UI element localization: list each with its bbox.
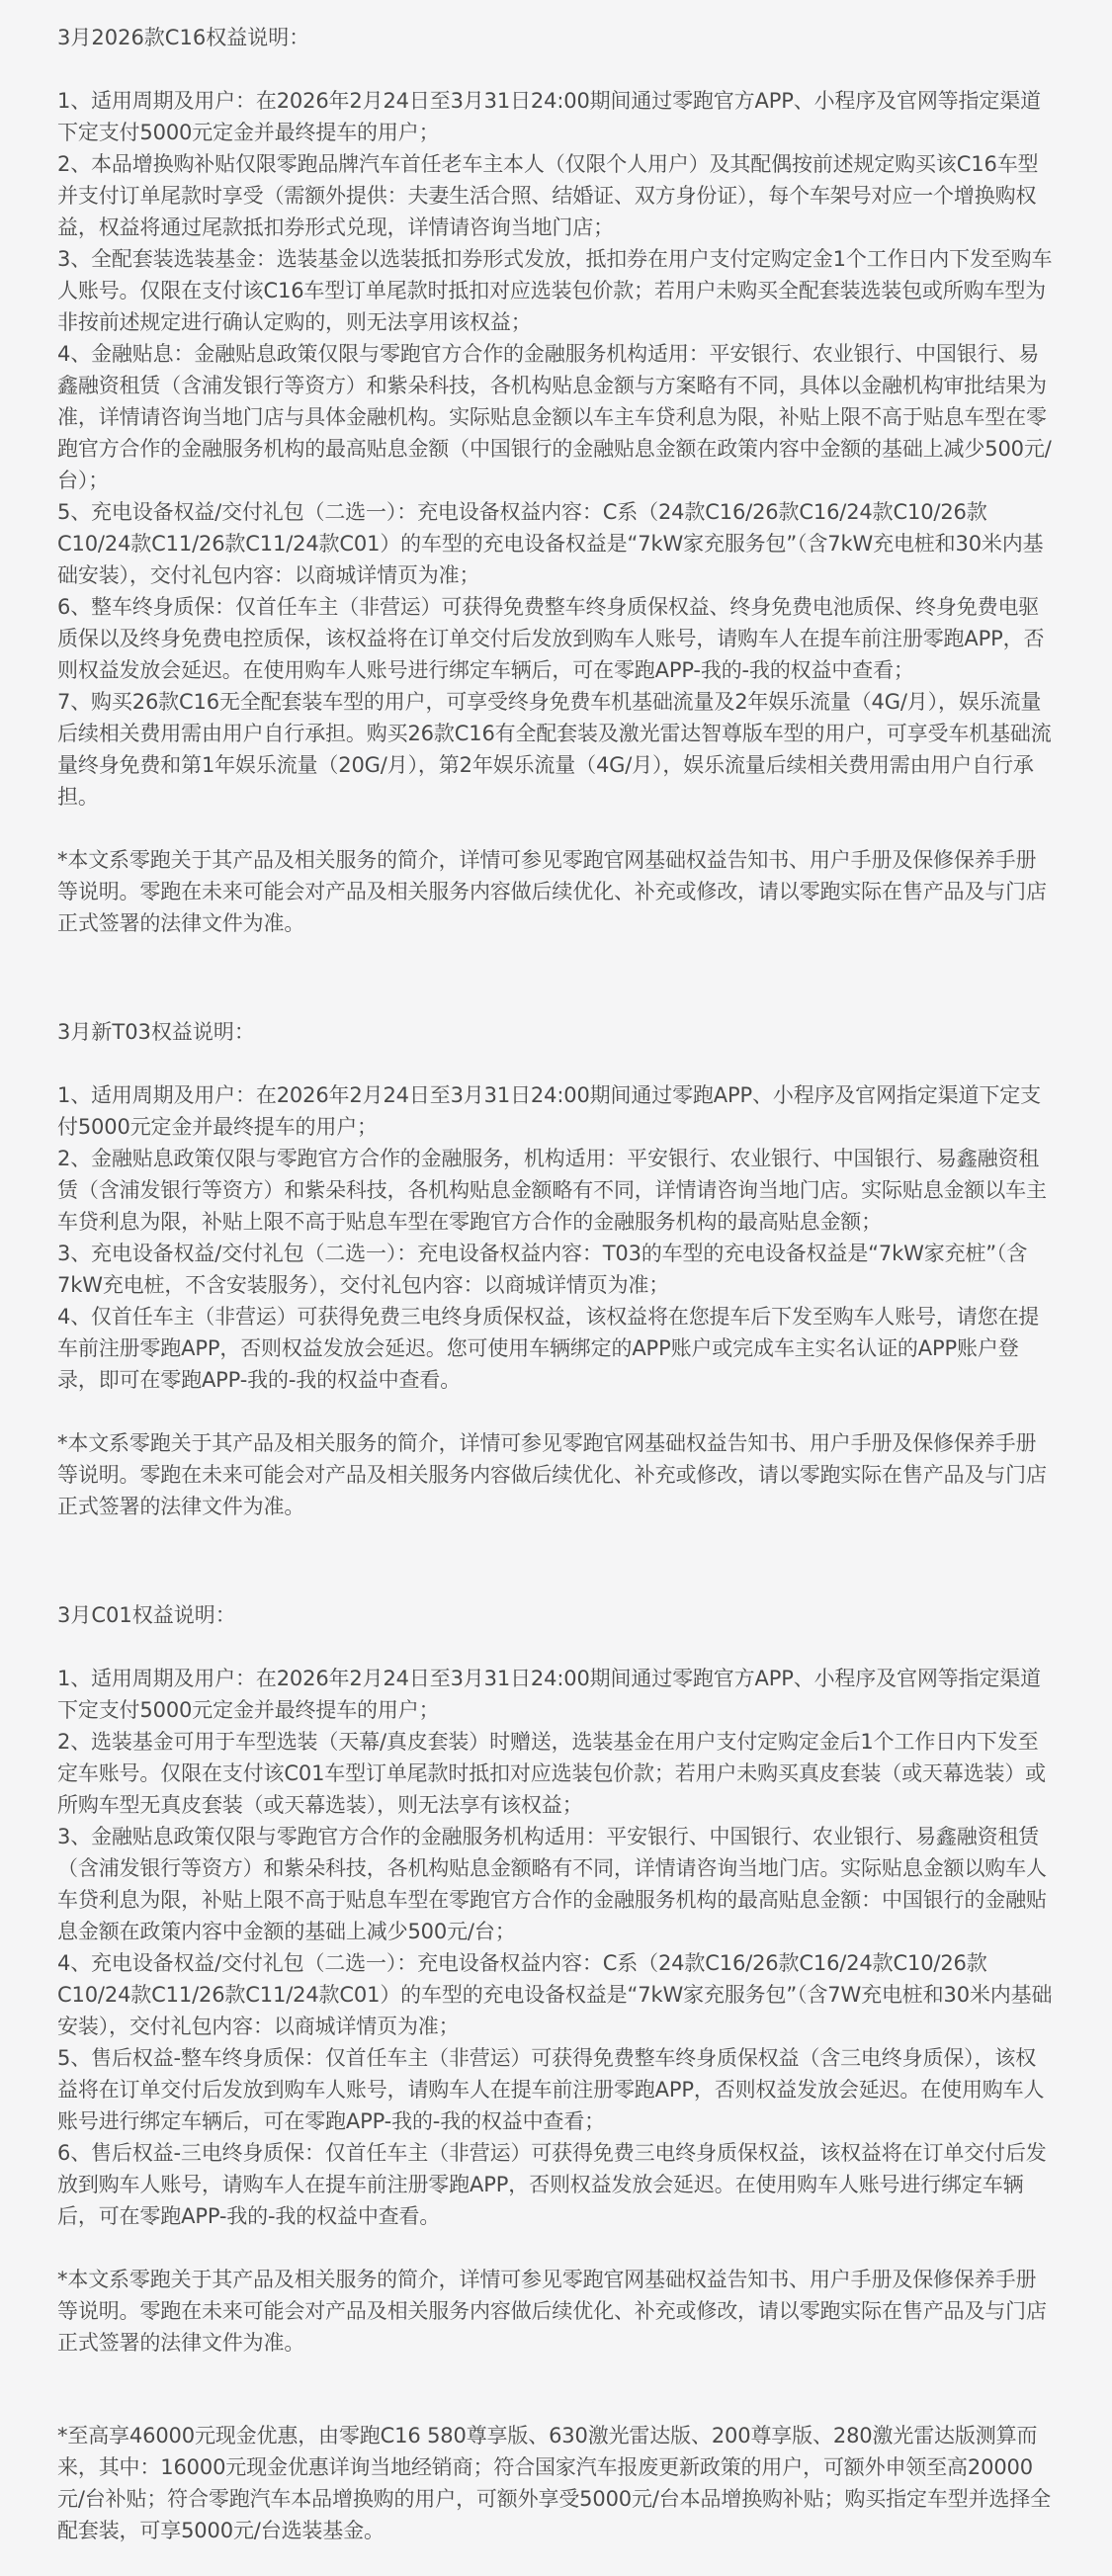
c01-disclaimer: *本文系零跑关于其产品及相关服务的简介，详情可参见零跑官网基础权益告知书、用户手册及保修保养手册等说明。零跑在未来可能会对产品及相关服务内容做后续优化、补充或修改，请以零跑实际在售产品及与门店正式签署的法律文件为准。 xyxy=(57,2268,1047,2355)
c01-item-3: 3、金融贴息政策仅限与零跑官方合作的金融服务机构适用：平安银行、中国银行、农业银行、易鑫融资租赁（含浦发银行等资方）和紫朵科技，各机构贴息金额略有不同，详情请咨询当地门店。实际贴息金额以购车人车贷利息为限，补贴上限不高于贴息车型在零跑官方合作的金融服务机构的最高贴息金额：中国银行的金融贴息金额在政策内容中金额的基础上减少500元/台； xyxy=(57,1825,1047,1943)
c16-item-4: 4、金融贴息：金融贴息政策仅限与零跑官方合作的金融服务机构适用：平安银行、农业银行、中国银行、易鑫融资租赁（含浦发银行等资方）和紫朵科技，各机构贴息金额与方案略有不同，具体以金融机构审批结果为准，详情请咨询当地门店与具体金融机构。实际贴息金额以车主车贷利息为限，补贴上限不高于贴息车型在零跑官方合作的金融服务机构的最高贴息金额（中国银行的金融贴息金额在政策内容中金额的基础上减少500元/台）； xyxy=(57,342,1052,492)
c01-item-2: 2、选装基金可用于车型选装（天幕/真皮套装）时赠送，选装基金在用户支付定购定金后1个工作日内下发至定车账号。仅限在支付该C01车型订单尾款时抵扣对应选装包价款；若用户未购买真皮套装（或天幕选装）或所购车型无真皮套装（或天幕选装），则无法享有该权益； xyxy=(57,1730,1047,1817)
t03-item-4: 4、仅首任车主（非营运）可获得免费三电终身质保权益，该权益将在您提车后下发至购车人账号，请您在提车前注册零跑APP，否则权益发放会延迟。您可使用车辆绑定的APP账户或完成车主实名认证的APP账户登录，即可在零跑APP-我的-我的权益中查看。 xyxy=(57,1305,1040,1392)
c16-benefits-section xyxy=(57,22,1055,939)
t03-benefits-section xyxy=(57,1016,1055,1522)
c16-item-2: 2、本品增换购补贴仅限零跑品牌汽车首任老车主本人（仅限个人用户）及其配偶按前述规定购买该C16车型并支付订单尾款时享受（需额外提供：夫妻生活合照、结婚证、双方身份证），每个车架号对应一个增换购权益，权益将通过尾款抵扣券形式兑现，详情请咨询当地门店； xyxy=(57,152,1039,239)
c01-item-6: 6、售后权益-三电终身质保：仅首任车主（非营运）可获得免费三电终身质保权益，该权益将在订单交付后发放到购车人账号，请购车人在提车前注册零跑APP，否则权益发放会延迟。在使用购车人账号进行绑定车辆后，可在零跑APP-我的-我的权益中查看。 xyxy=(57,2141,1047,2228)
t03-disclaimer: *本文系零跑关于其产品及相关服务的简介，详情可参见零跑官网基础权益告知书、用户手册及保修保养手册等说明。零跑在未来可能会对产品及相关服务内容做后续优化、补充或修改，请以零跑实际在售产品及与门店正式签署的法律文件为准。 xyxy=(57,1431,1047,1518)
c01-item-1: 1、适用周期及用户：在2026年2月24日至3月31日24:00期间通过零跑官方APP、小程序及官网等指定渠道下定支付5000元定金并最终提车的用户； xyxy=(57,1667,1041,1722)
c01-item-5: 5、售后权益-整车终身质保：仅首任车主（非营运）可获得免费整车终身质保权益（含三电终身质保），该权益将在订单交付后发放到购车人账号，请购车人在提车前注册零跑APP，否则权益发放会延迟。在使用购车人账号进行绑定车辆后，可在零跑APP-我的-我的权益中查看； xyxy=(57,2046,1045,2133)
t03-item-2: 2、金融贴息政策仅限与零跑官方合作的金融服务，机构适用：平安银行、农业银行、中国银行、易鑫融资租赁（含浦发银行等资方）和紫朵科技，各机构贴息金额略有不同，详情请咨询当地门店。实际贴息金额以车主车贷利息为限，补贴上限不高于贴息车型在零跑官方合作的金融服务机构的最高贴息金额； xyxy=(57,1147,1047,1234)
c01-item-4: 4、充电设备权益/交付礼包（二选一）：充电设备权益内容：C系（24款C16/26款C16/24款C10/26款C10/24款C11/26款C11/24款C01）的车型的充电设备权益是“7kW家充服务包”（含7W充电桩和30米内基础安装），交付礼包内容：以商城详情页为准； xyxy=(57,1951,1053,2038)
t03-item-1: 1、适用周期及用户：在2026年2月24日至3月31日24:00期间通过零跑APP、小程序及官网指定渠道下定支付5000元定金并最终提车的用户； xyxy=(57,1083,1041,1139)
c16-item-6: 6、整车终身质保：仅首任车主（非营运）可获得免费整车终身质保权益、终身免费电池质保、终身免费电驱质保以及终身免费电控质保，该权益将在订单交付后发放到购车人账号，请购车人在提车前注册零跑APP，否则权益发放会延迟。在使用购车人账号进行绑定车辆后，可在零跑APP-我的-我的权益中查看； xyxy=(57,595,1045,682)
c16-item-1: 1、适用周期及用户：在2026年2月24日至3月31日24:00期间通过零跑官方APP、小程序及官网等指定渠道下定支付5000元定金并最终提车的用户； xyxy=(57,89,1041,144)
c16-item-5: 5、充电设备权益/交付礼包（二选一）：充电设备权益内容：C系（24款C16/26款C16/24款C10/26款C10/24款C11/26款C11/24款C01）的车型的充电设备权益是“7kW家充服务包”（含7kW充电桩和30米内基础安装），交付礼包内容：以商城详情页为准； xyxy=(57,500,1044,587)
cash-discount-footnote: *至高享46000元现金优惠，由零跑C16 580尊享版、630激光雷达版、200尊享版、280激光雷达版测算而来，其中：16000元现金优惠详询当地经销商；符合国家汽车报废更新政策的用户，可额外申领至高20000元/台补贴；符合零跑汽车本品增换购的用户，可额外享受5000元/台本品增换购补贴；购买指定车型并选择全配套装，可享5000元/台选装基金。 xyxy=(57,2424,1051,2542)
t03-item-3: 3、充电设备权益/交付礼包（二选一）：充电设备权益内容：T03的车型的充电设备权益是“7kW家充桩”（含7kW充电桩，不含安装服务），交付礼包内容：以商城详情页为准； xyxy=(57,1242,1028,1297)
section-title: 3月2026款C16权益说明： xyxy=(57,26,310,49)
c16-disclaimer: *本文系零跑关于其产品及相关服务的简介，详情可参见零跑官网基础权益告知书、用户手册及保修保养手册等说明。零跑在未来可能会对产品及相关服务内容做后续优化、补充或修改，请以零跑实际在售产品及与门店正式签署的法律文件为准。 xyxy=(57,848,1047,935)
c01-benefits-section xyxy=(57,1599,1055,2359)
section-title: 3月新T03权益说明： xyxy=(57,1020,255,1044)
c16-item-7: 7、购买26款C16无全配套装车型的用户，可享受终身免费车机基础流量及2年娱乐流量（4G/月），娱乐流量后续相关费用需由用户自行承担。购买26款C16有全配套装及激光雷达智尊版车型的用户，可享受车机基础流量终身免费和第1年娱乐流量（20G/月），第2年娱乐流量（4G/月），娱乐流量后续相关费用需由用户自行承担。 xyxy=(57,690,1052,809)
c16-item-3: 3、全配套装选装基金：选装基金以选装抵扣券形式发放，抵扣券在用户支付定购定金1个工作日内下发至购车人账号。仅限在支付该C16车型订单尾款时抵扣对应选装包价款；若用户未购买全配套装选装包或所购车型为非按前述规定进行确认定购的，则无法享用该权益； xyxy=(57,247,1053,334)
section-title: 3月C01权益说明： xyxy=(57,1603,236,1627)
